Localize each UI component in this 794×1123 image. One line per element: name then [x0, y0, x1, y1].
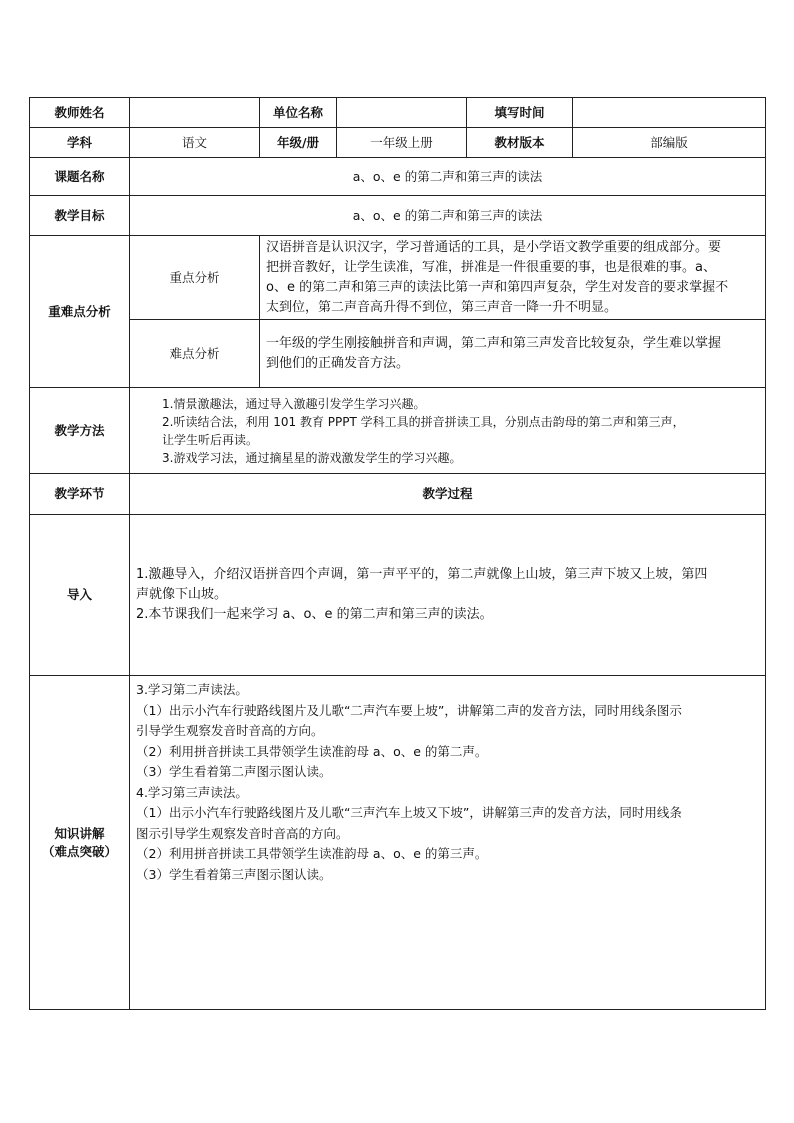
method-line: 让学生听后再读。: [162, 432, 259, 447]
row-difficult-analysis: [30, 320, 766, 388]
knowledge-label-line2: （难点突破）: [41, 843, 117, 859]
row-topic: [30, 158, 766, 196]
row-key-analysis: [30, 236, 766, 320]
edition-label: 教材版本: [467, 128, 573, 158]
key-analysis-text: [260, 236, 766, 320]
edition-value: 部编版: [573, 128, 766, 158]
knowledge-line: 3.学习第二声读法。: [136, 682, 248, 697]
teacher-name-label: 教师姓名: [30, 98, 130, 128]
fill-date-label: 填写时间: [467, 98, 573, 128]
intro-line: 声就像下山坡。: [136, 587, 228, 602]
key-analysis-line: 汉语拼音是认识汉字，学习普通话的工具，是小学语文教学重要的组成部分。要: [266, 239, 722, 255]
knowledge-line: （1）出示小汽车行驶路线图片及儿歌“二声汽车要上坡”，讲解第二声的发音方法，同时用线条图示: [136, 702, 682, 718]
fill-date-field[interactable]: [573, 98, 766, 128]
key-analysis-line: 太到位，第二声音高升得不到位，第三声音一降一升不明显。: [266, 299, 618, 315]
method-line: 1.情景激趣法，通过导入激趣引发学生学习兴趣。: [162, 396, 426, 411]
method-label: 教学方法: [30, 388, 130, 474]
intro-line: 1.激趣导入，介绍汉语拼音四个声调，第一声平平的，第二声就像上山坡，第三声下坡又上坡，第四: [136, 567, 708, 582]
row-teacher-info: [30, 98, 766, 128]
row-method: [30, 388, 766, 474]
knowledge-label-line1: 知识讲解: [54, 825, 105, 841]
intro-text: [130, 515, 766, 676]
stage-header: 教学环节: [30, 474, 130, 515]
difficult-analysis-line: 到他们的正确发音方法。: [266, 355, 410, 371]
row-knowledge: [30, 676, 766, 1010]
row-subject-info: [30, 128, 766, 158]
goal-value: a、o、e 的第二声和第三声的读法: [130, 196, 766, 236]
knowledge-line: （2）利用拼音拼读工具带领学生读准韵母 a、o、e 的第二声。: [136, 743, 488, 759]
knowledge-line: （2）利用拼音拼读工具带领学生读准韵母 a、o、e 的第三声。: [136, 846, 488, 861]
grade-label: 年级/册: [260, 128, 337, 158]
goal-label: 教学目标: [30, 196, 130, 236]
difficult-analysis-label: 难点分析: [130, 320, 260, 388]
key-analysis-line: 把拼音教好，让学生读准，写准，拼准是一件很重要的事，也是很难的事。a、: [266, 259, 716, 275]
method-line: 3.游戏学习法，通过摘星星的游戏激发学生的学习兴趣。: [162, 450, 462, 465]
grade-value: 一年级上册: [337, 128, 467, 158]
intro-line: 2.本节课我们一起来学习 a、o、e 的第二声和第三声的读法。: [136, 607, 493, 622]
knowledge-line: （3）学生看着第三声图示图认读。: [136, 866, 332, 882]
key-analysis-label: 重点分析: [130, 236, 260, 320]
subject-label: 学科: [30, 128, 130, 158]
knowledge-text: [130, 676, 766, 1010]
topic-label: 课题名称: [30, 158, 130, 196]
knowledge-line: （3）学生看着第二声图示图认读。: [136, 764, 332, 779]
teacher-name-field[interactable]: [130, 98, 260, 128]
knowledge-label: [30, 676, 130, 1010]
knowledge-line: （1）出示小汽车行驶路线图片及儿歌“三声汽车上坡又下坡”，讲解第三声的发音方法，同时用线条: [136, 805, 682, 820]
key-analysis-line: o、e 的第二声和第三声的读法比第一声和第四声复杂，学生对发音的要求掌握不: [266, 279, 729, 295]
knowledge-line: 图示引导学生观察发音时音高的方向。: [136, 825, 349, 841]
knowledge-line: 引导学生观察发音时音高的方向。: [136, 723, 324, 738]
row-process-header: [30, 474, 766, 515]
process-header: 教学过程: [130, 474, 766, 515]
method-text: [130, 388, 766, 474]
difficult-analysis-line: 一年级的学生刚接触拼音和声调，第二声和第三声发音比较复杂，学生难以掌握: [266, 335, 722, 351]
intro-label: 导入: [30, 515, 130, 676]
method-line: 2.听读结合法，利用 101 教育 PPPT 学科工具的拼音拼读工具，分别点击韵母的第二声和第三声，: [162, 414, 685, 429]
topic-value: a、o、e 的第二声和第三声的读法: [130, 158, 766, 196]
lesson-plan-table: [29, 97, 766, 1010]
difficult-analysis-text: [260, 320, 766, 388]
knowledge-line: 4.学习第三声读法。: [136, 784, 248, 800]
row-intro: [30, 515, 766, 676]
analysis-label: 重难点分析: [30, 236, 130, 388]
unit-name-label: 单位名称: [260, 98, 337, 128]
unit-name-field[interactable]: [337, 98, 467, 128]
subject-value: 语文: [130, 128, 260, 158]
row-goal: [30, 196, 766, 236]
